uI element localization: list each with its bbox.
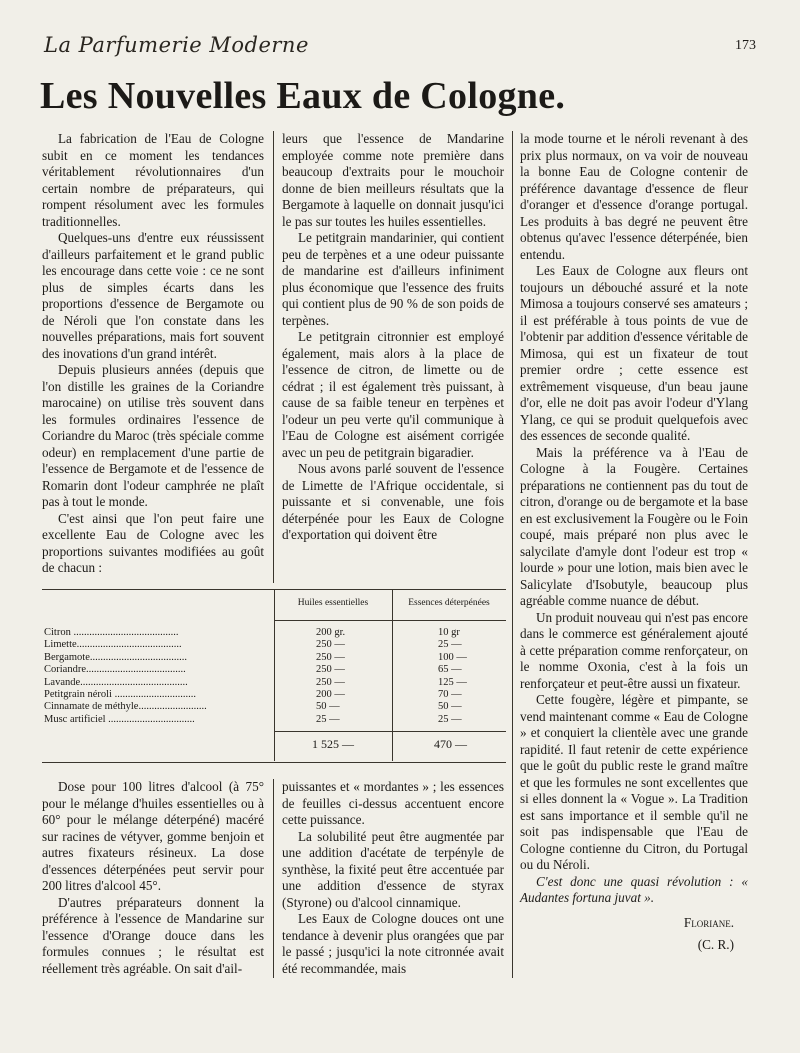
table-row [42,677,506,689]
table-cell: Musc artificiel ................................. [44,713,195,725]
author-initials: (C. R.) [697,937,734,952]
paragraph: C'est ainsi que l'on peut faire une excellente Eau de Cologne avec les proportions suivantes modifiées au goût de chacun : [42,510,264,575]
table-cell: Petitgrain néroli ............................... [44,689,196,700]
article-title: Les Nouvelles Eaux de Cologne. [40,75,566,117]
table-cell: 50 — [438,701,462,713]
table-cell: 250 — [316,676,345,688]
column-rule [512,131,513,978]
text-column-4 [42,779,264,977]
table-cell: 65 — [438,664,462,676]
table-cell: 250 — [316,664,345,676]
table-cell: 125 — [438,676,467,688]
table-cell: 70 — [438,689,462,700]
totals-row [42,738,506,750]
table-cell: Citron ........................................ [44,627,179,638]
table-row [42,714,506,726]
paragraph: Le petitgrain mandarinier, qui contient peu de terpènes et a une odeur puissante de mandarine est d'ailleurs infiniment plus économique que l'essence des fruits qui contient plus de 90 % de son poids de terpènes. [282,230,504,328]
paragraph: Un produit nouveau qui n'est pas encore dans le commerce est généralement ajouté à cette préparation comme renforçateur, on le nomme Oxonia, c'est à la fois un renforçateur et peut-être aussi un fixateur. [520,609,748,691]
formula-table [42,589,506,761]
table-cell: Limette........................................ [44,639,182,651]
paragraph: La fabrication de l'Eau de Cologne subit en ce moment les tendances véritablement révolutionnaires d'un certain nombre de préparateurs, qui rompent résolument avec les formules traditionnelles. [42,131,264,229]
table-cell: 250 — [316,639,345,651]
paragraph: Les Eaux de Cologne douces ont une tendance à devenir plus orangées que par le passé ; jusqu'ici la note citronnée avait été recommandée, mais [282,911,504,976]
table-cell: 50 — [316,701,340,713]
table-cell: 100 — [438,651,467,663]
table-cell: 25 — [438,713,462,725]
paragraph: Nous avons parlé souvent de l'essence de Limette de l'Afrique occidentale, si puissante et si convenable, une fois déterpénée pour les Eaux de Cologne d'exportation qui doivent être [282,461,504,542]
paragraph: Quelques-uns d'entre eux réussissent d'ailleurs parfaitement et le grand public les encourage dans cette voie : ce ne sont plus de simples écarts dans les proportions d'essence de Bergamote ou de Néroli que l'on constate dans les nouvelles préparations, mais fort souvent des inovations d'un grand intérêt. [42,230,264,361]
text-column-1 [42,131,264,577]
paragraph: Depuis plusieurs années (depuis que l'on distille les graines de la Coriandre marocaine) on utilise très souvent dans les formules ordinaires l'essence de Coriandre du Maroc (très spéciale comme odeur) en remplacement d'une partie de l'essence de Bergamote et de l'essence de Romarin dont l'odeur camphrée ne plaît pas à tout le monde. [42,362,264,509]
totals-rule [274,731,506,732]
paragraph: Mais la préférence va à l'Eau de Cologne à la Fougère. Certaines préparations ne contiennent pas du tout de citron, d'orange ou de bergamote et la base en est exclusivement la Fougère ou le Foin coupé, mais préparé non plus avec le salycilate d'amyle dont l'odeur est trop « lourde » pour une lotion, mais bien avec le Salicylate d'Isobutyle, beaucoup plus agréable comme nuance de début. [520,444,748,608]
author-signature: Floriane. [683,914,734,930]
column-rule [273,131,274,583]
table-cell: 25 — [438,639,462,651]
column-rule [273,779,274,978]
table-cell: Cinnamate de méthyle.......................... [44,701,207,713]
paragraph: Le petitgrain citronnier est employé également, mais alors à la place de l'essence de citron, de limette ou de cédrat ; il est également très puissant, à cause de sa faible teneur en terpènes et l'odeur un peu verte qu'il communique à l'Eau de Cologne est aisément corrigée avec un peu de petitgrain bigaradier. [282,329,504,460]
text-column-3 [520,131,748,954]
paragraph: C'est donc une quasi révolution : « Audantes fortuna juvat ». [520,873,748,905]
table-row [42,627,506,639]
table-cell: 250 — [316,651,345,663]
table-cell: 10 gr [438,627,460,638]
paragraph: leurs que l'essence de Mandarine employée comme note première dans beaucoup d'extraits pour le mouchoir donne de bien meilleurs résultats que la Bergamote à laquelle on donnait jusqu'ici le pas sur toutes les huiles essentielles. [282,131,504,229]
paragraph: la mode tourne et le néroli revenant à des prix plus normaux, on va voir de nouveau la bonne Eau de Cologne contenir de préférence davantage d'essence de fleur d'oranger et d'essence d'orange portugal. Les produits à bas degré ne peuvent être obtenus qu'avec l'essence déterpénée, bien entendu. [520,131,748,262]
table-cell: 25 — [316,713,340,725]
header-rule [274,620,506,621]
text-column-5 [282,779,504,977]
table-cell: Coriandre...................................... [44,664,186,676]
table-cell: Lavande......................................... [44,676,188,688]
column-header: Huiles essentielles [297,598,369,608]
paragraph: D'autres préparateurs donnent la préférence à l'essence de Mandarine sur l'essence d'Orange douce dans les formules connues ; le résultat est réellement très agréable. On sait d'ail- [42,894,264,976]
table-row [42,701,506,713]
table-bottom-rule [42,762,506,763]
paragraph: Cette fougère, légère et pimpante, se vend maintenant comme « Eau de Cologne » et conquiert la clientèle avec une grande rapidité. Il faut retenir de cette expérience que le goût du public reste le grand maître et que les formules ne sont excellentes que si elles donnent la « Vogue ». La Tradition est sans importance et il semble qu'il ne soit pas indispensable que l'Eau de Cologne contienne du Citron, du Portugal ou du Néroli. [520,692,748,872]
table-row [42,639,506,651]
table-cell: 1 525 — [312,737,354,751]
paragraph: La solubilité peut être augmentée par une addition d'acétate de terpényle de synthèse, la fixité peut être accentuée par une addition d'essence de styrax (Styrone) ou d'alcool cinnamique. [282,828,504,910]
paragraph: puissantes et « mordantes » ; les essences de feuilles ci-dessus accentuent encore cette puissance. [282,779,504,827]
text-column-2 [282,131,504,544]
table-row [42,664,506,676]
table-cell: 200 gr. [316,627,346,638]
table-row [42,652,506,664]
masthead: La Parfumerie Moderne [44,33,309,57]
page-number: 173 [735,38,756,53]
paragraph: Les Eaux de Cologne aux fleurs ont toujours un débouché assuré et la note Mimosa a toujours conservé ses amateurs ; il est préférable à tous points de vue de l'obtenir par addition d'essence véritable de Mimosa, qui est un fixateur de tout premier ordre ; cette essence est extrêmement visqueuse, d'un beau jaune d'or, elle ne doit pas avoir l'odeur d'Ylang Ylang, ce qui se produit quelquefois avec des essences de seconde qualité. [520,263,748,443]
table-cell: 200 — [316,689,345,700]
paragraph: Dose pour 100 litres d'alcool (à 75° pour le mélange d'huiles essentielles ou à 60° pour le mélange déterpéné) macéré sur racines de vétyver, gomme benjoin et autres fixateurs résineux. La dose d'essences déterpénées peut servir pour 200 litres d'alcool 45°. [42,779,264,893]
table-row [42,689,506,701]
table-cell: 470 — [434,737,467,751]
column-header: Essences déterpénées [408,598,490,608]
table-cell: Bergamote..................................... [44,651,188,663]
